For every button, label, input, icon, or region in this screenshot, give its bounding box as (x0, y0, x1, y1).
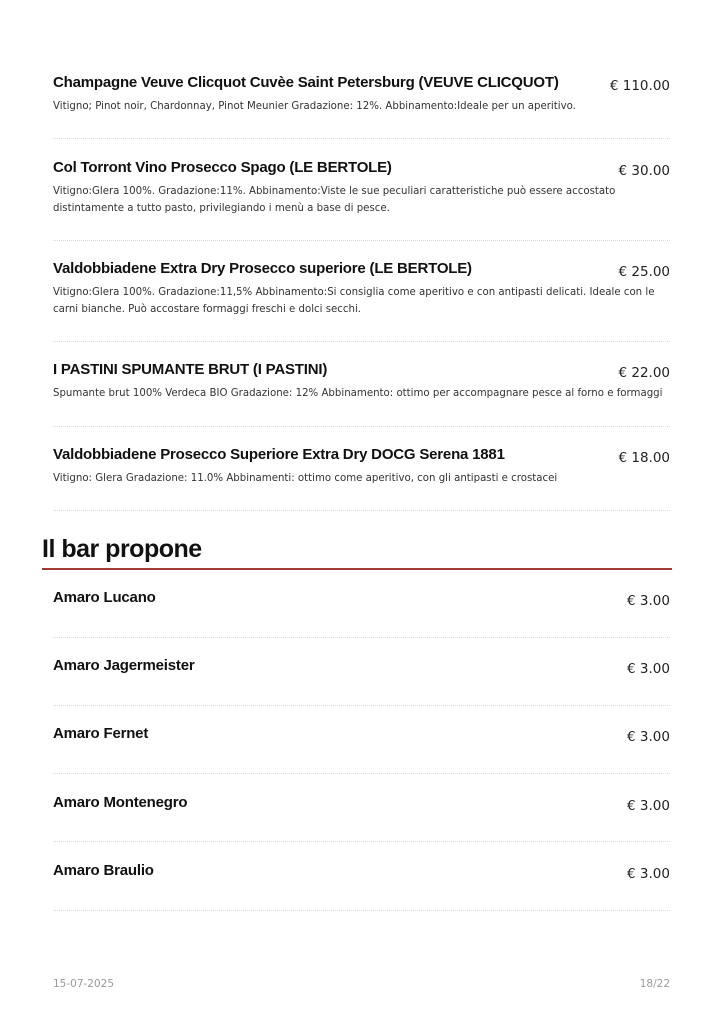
page-number: 18/22 (639, 978, 670, 990)
item-name: Amaro Jagermeister (53, 657, 195, 674)
item-description: Spumante brut 100% Verdeca BIO Gradazione: 12% Abbinamento: ottimo per accompagnare pesce al forno e formaggi (53, 388, 663, 399)
item-separator (53, 773, 670, 774)
section-title: Il bar propone (42, 535, 202, 563)
item-name: Amaro Montenegro (53, 794, 188, 811)
item-price: € 3.00 (627, 661, 670, 677)
item-price: € 110.00 (609, 78, 670, 94)
bar-item (53, 725, 670, 743)
item-separator (53, 341, 670, 342)
item-price: € 3.00 (627, 798, 670, 814)
wine-item (53, 446, 670, 487)
bar-item (53, 657, 670, 675)
wine-item (53, 74, 670, 115)
wine-item (53, 361, 670, 402)
wine-item (53, 159, 670, 217)
item-description: Vitigno; Pinot noir, Chardonnay, Pinot Meunier Gradazione: 12%. Abbinamento:Ideale per un aperitivo. (53, 101, 576, 112)
item-description: Vitigno:Glera 100%. Gradazione:11,5% Abbinamento:Si consiglia come aperitivo e con antipasti delicati. Ideale con le carni bianche. Può accostare formaggi freschi e dolci secchi. (53, 287, 655, 315)
footer-date: 15-07-2025 (53, 978, 115, 990)
item-price: € 22.00 (618, 365, 670, 381)
item-separator (53, 637, 670, 638)
item-name: Valdobbiadene Extra Dry Prosecco superiore (LE BERTOLE) (53, 260, 472, 277)
item-name: Champagne Veuve Clicquot Cuvèe Saint Petersburg (VEUVE CLICQUOT) (53, 74, 559, 91)
item-price: € 3.00 (627, 729, 670, 745)
bar-item (53, 589, 670, 607)
item-price: € 30.00 (618, 163, 670, 179)
item-price: € 3.00 (627, 866, 670, 882)
bar-item (53, 794, 670, 812)
item-separator (53, 138, 670, 139)
item-price: € 3.00 (627, 593, 670, 609)
item-name: I PASTINI SPUMANTE BRUT (I PASTINI) (53, 361, 328, 378)
section-divider (42, 568, 672, 570)
item-separator (53, 510, 670, 511)
item-separator (53, 910, 670, 911)
item-separator (53, 240, 670, 241)
item-name: Col Torront Vino Prosecco Spago (LE BERTOLE) (53, 159, 392, 176)
item-separator (53, 705, 670, 706)
item-name: Amaro Fernet (53, 725, 149, 742)
item-price: € 25.00 (618, 264, 670, 280)
bar-item (53, 862, 670, 880)
item-description: Vitigno:Glera 100%. Gradazione:11%. Abbinamento:Viste le sue peculiari caratteristiche può essere accostato distintamente a tutto pasto, privilegiando i menù a base di pesce. (53, 186, 616, 214)
item-price: € 18.00 (618, 450, 670, 466)
item-name: Amaro Lucano (53, 589, 156, 606)
item-description: Vitigno: Glera Gradazione: 11.0% Abbinamenti: ottimo come aperitivo, con gli antipasti e crostacei (53, 473, 558, 484)
item-name: Amaro Braulio (53, 862, 154, 879)
item-name: Valdobbiadene Prosecco Superiore Extra Dry DOCG Serena 1881 (53, 446, 505, 463)
wine-item (53, 260, 670, 318)
item-separator (53, 426, 670, 427)
item-separator (53, 841, 670, 842)
